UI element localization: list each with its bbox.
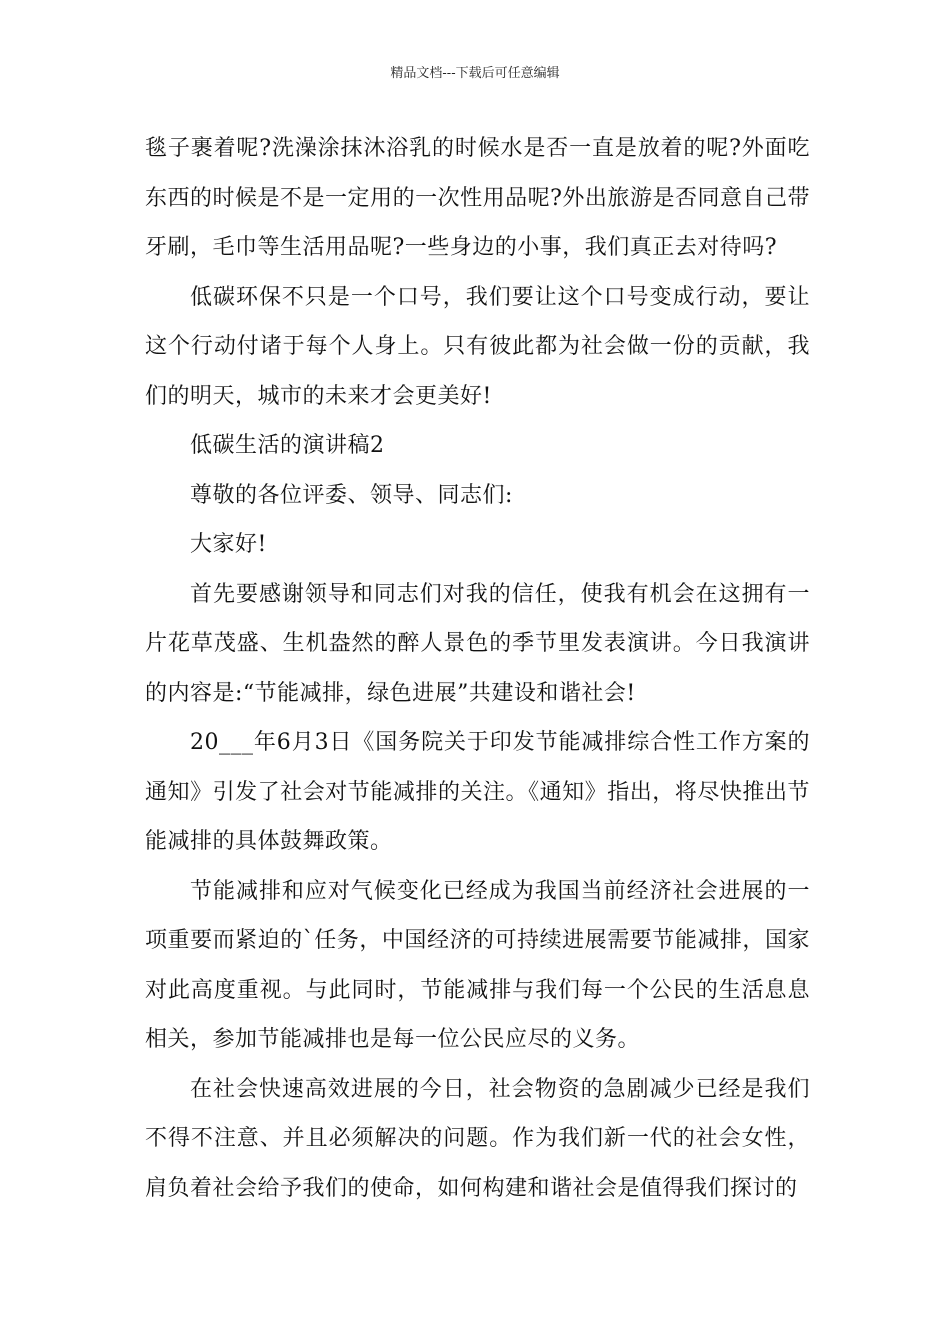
paragraph-continuation: 毯子裹着呢?洗澡涂抹沐浴乳的时候水是否一直是放着的呢?外面吃东西的时候是不是一定用的一次性用品呢?外出旅游是否同意自己带牙刷，毛巾等生活用品呢?一些身边的小事，我们真正去对待吗? xyxy=(145,136,810,260)
document-body xyxy=(145,124,810,1213)
paragraph: 20___年6月3日《国务院关于印发节能减排综合性工作方案的通知》引发了社会对节能减排的关注。《通知》指出，将尽快推出节能减排的具体鼓舞政策。 xyxy=(145,730,810,854)
page-header: 精品文档---下载后可任意编辑 xyxy=(390,66,560,81)
paragraph: 首先要感谢领导和同志们对我的信任，使我有机会在这拥有一片花草茂盛、生机盎然的醉人景色的季节里发表演讲。今日我演讲的内容是:“节能减排，绿色进展”共建设和谐社会! xyxy=(145,581,810,706)
paragraph: 低碳环保不只是一个口号，我们要让这个口号变成行动，要让这个行动付诸于每个人身上。只有彼此都为社会做一份的贡献，我们的明天，城市的未来才会更美好! xyxy=(145,284,810,409)
paragraph: 节能减排和应对气候变化已经成为我国当前经济社会进展的一项重要而紧迫的`任务，中国经济的可持续进展需要节能减排，国家对此高度重视。与此同时，节能减排与我们每一个公民的生活息息相关，参加节能减排也是每一位公民应尽的义务。 xyxy=(145,878,810,1052)
paragraph: 在社会快速高效进展的今日，社会物资的急剧减少已经是我们不得不注意、并且必须解决的问题。作为我们新一代的社会女性，肩负着社会给予我们的使命，如何构建和谐社会是值得我们探讨的 xyxy=(145,1076,810,1201)
section-title: 低碳生活的演讲稿2 xyxy=(190,433,385,458)
salutation: 尊敬的各位评委、领导、同志们: xyxy=(190,482,513,508)
greeting: 大家好! xyxy=(190,532,267,557)
